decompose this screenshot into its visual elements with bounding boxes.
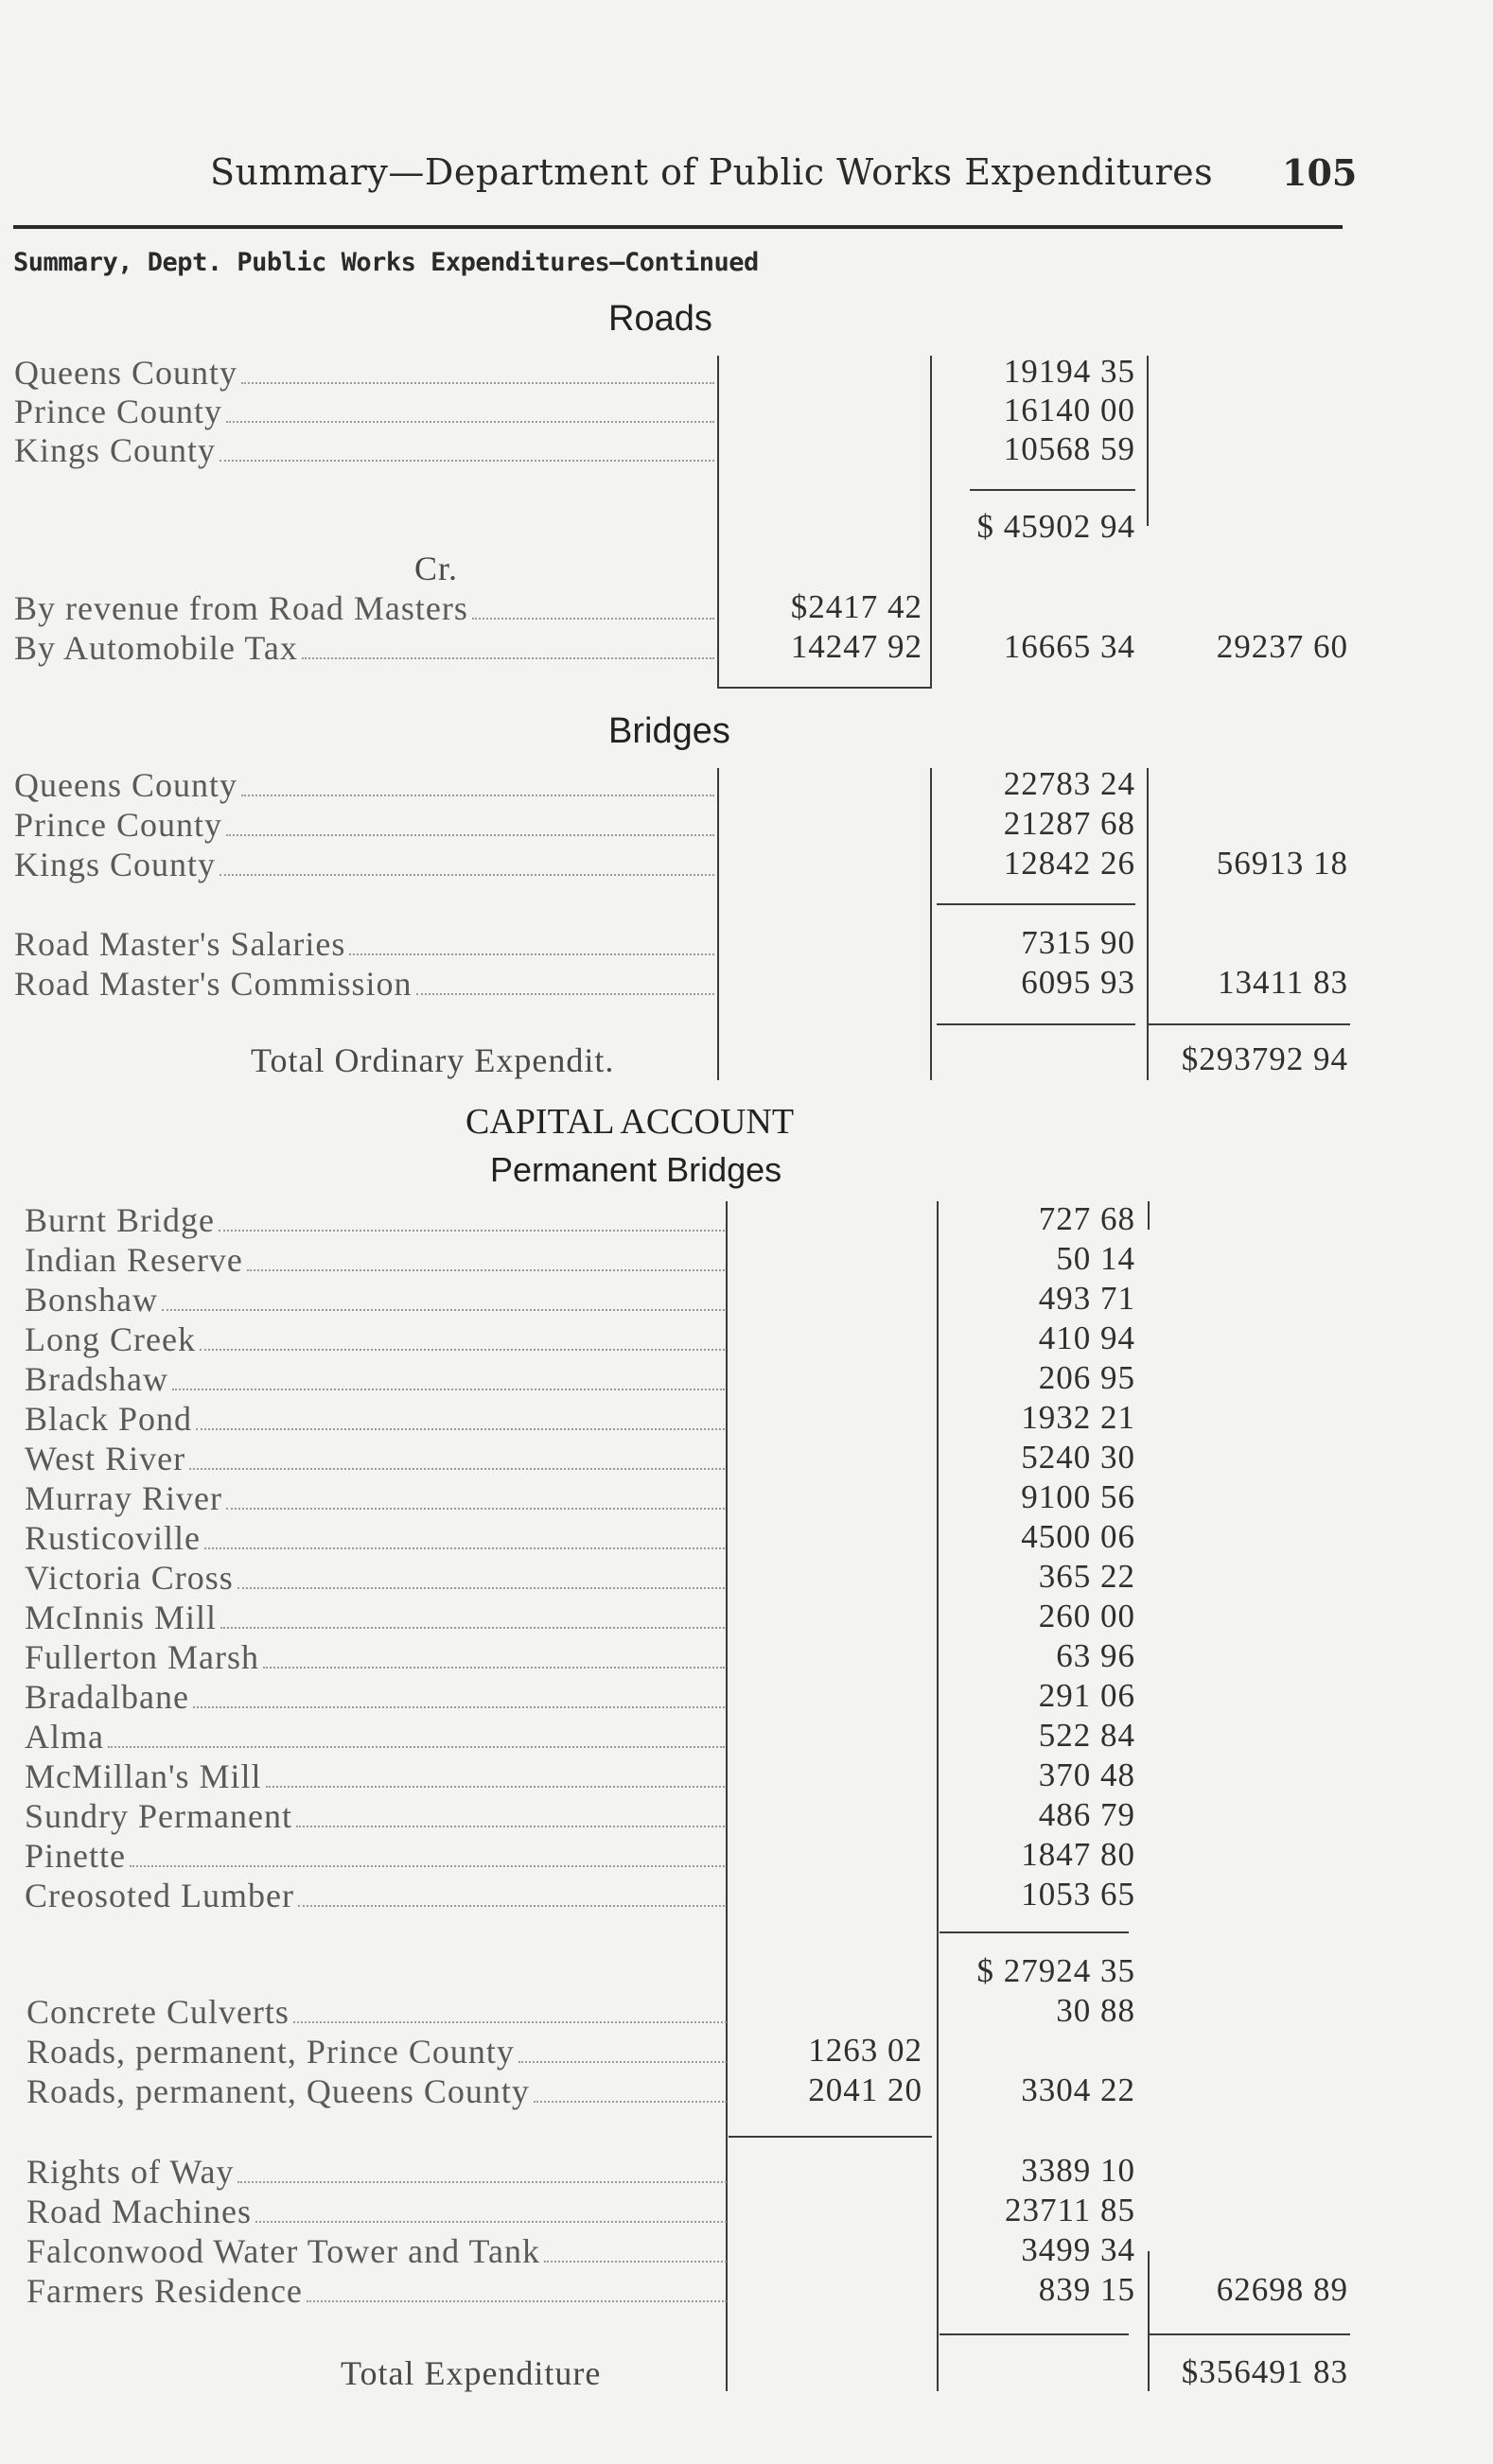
amount: 370 48 [1038,1756,1135,1793]
subtotal-rule [940,1931,1129,1933]
table-row [0,353,1493,394]
bridges-subtotal: $ 27924 35 [976,1952,1135,1989]
table-row [0,1637,1493,1679]
row-label: By Automobile Tax [14,628,714,668]
amount: 16140 00 [1003,392,1135,428]
table-row [0,805,1493,847]
row-label: Rusticoville [25,1518,725,1558]
subtotal-rule [970,489,1135,491]
amount: 23711 85 [1005,2192,1135,2228]
row-label: Victoria Cross [25,1558,725,1598]
row-label: Bonshaw [25,1280,725,1319]
amount: 6095 93 [1021,964,1135,1001]
amount: 22783 24 [1003,765,1135,802]
amount: 410 94 [1038,1319,1135,1356]
amount: 30 88 [1056,1992,1135,2029]
amount: 260 00 [1038,1598,1135,1634]
amount: 1932 21 [1021,1399,1135,1436]
capital-total: 62698 89 [1216,2271,1348,2308]
amount: 1263 02 [808,2032,922,2069]
row-label: By revenue from Road Masters [14,588,714,628]
row-label: Sundry Permanent [25,1796,725,1836]
road-master-total: 13411 83 [1218,964,1348,1001]
table-row [0,1677,1493,1719]
amount: 9100 56 [1021,1478,1135,1515]
amount: $2417 42 [790,588,922,625]
table-row [0,1796,1493,1838]
amount: 12842 26 [1003,845,1135,882]
amount: 1053 65 [1021,1876,1135,1913]
ordinary-total: $293792 94 [1181,1040,1348,1077]
capital-heading: CAPITAL ACCOUNT [465,1102,795,1142]
row-label: Long Creek [25,1319,725,1359]
table-row [0,2271,1493,2313]
roads-heading: Roads [608,299,712,339]
table-row [0,964,1493,1005]
table-row [0,1717,1493,1758]
row-label: McMillan's Mill [25,1756,725,1796]
credit-label: Cr. [414,550,459,587]
table-row [0,1478,1493,1520]
amount: 19194 35 [1003,353,1135,390]
table-row [0,1240,1493,1282]
row-label: Fullerton Marsh [25,1637,725,1677]
running-title: Summary—Department of Public Works Expenditures [210,151,1214,193]
table-row [0,1200,1493,1242]
table-row [0,2152,1493,2193]
subtotal-rule [729,2136,932,2138]
row-label: Queens County [14,765,714,805]
amount: 365 22 [1038,1558,1135,1595]
amount: 4500 06 [1021,1518,1135,1555]
subtotal: $ 45902 94 [976,508,1135,545]
row-label: Road Master's Commission [14,964,714,1004]
amount: 50 14 [1056,1240,1135,1277]
amount: 2041 20 [808,2071,922,2108]
capital-subheading: Permanent Bridges [490,1150,782,1189]
row-label: Concrete Culverts [26,1992,727,2032]
table-row [0,1359,1493,1401]
running-header [0,151,1493,199]
amount: 839 15 [1038,2271,1135,2308]
row-label: Queens County [14,353,714,393]
table-row [0,2032,1493,2073]
amount: 522 84 [1038,1717,1135,1754]
page-number: 105 [1282,151,1358,194]
subtotal-rule [937,903,1135,905]
ordinary-total-label: Total Ordinary Expendit. [251,1041,615,1079]
table-row [0,1280,1493,1321]
bridges-heading: Bridges [608,711,730,751]
table-row [0,1836,1493,1878]
table-row [0,924,1493,966]
table-row [0,430,1493,472]
column-rule [717,687,932,689]
table-subtitle: Summary, Dept. Public Works Expenditures—Continued [13,248,759,277]
row-label: Roads, permanent, Queens County [26,2071,727,2111]
table-row [0,2071,1493,2113]
net-total: 29237 60 [1216,628,1348,665]
subtotal-rule [1147,1023,1350,1025]
row-label: Indian Reserve [25,1240,725,1280]
row-label: Road Master's Salaries [14,924,714,964]
table-row [0,1518,1493,1560]
table-row [0,1439,1493,1480]
amount: 63 96 [1056,1637,1135,1674]
table-row [0,508,1493,550]
amount: 3499 34 [1021,2231,1135,2268]
amount: 3389 10 [1021,2152,1135,2189]
row-label: Kings County [14,845,714,884]
amount: 14247 92 [790,628,922,665]
row-label: Prince County [14,805,714,845]
table-row [0,1598,1493,1639]
grand-total-label: Total Expenditure [341,2354,602,2392]
grand-total: $356491 83 [1181,2353,1348,2390]
amount: 5240 30 [1021,1439,1135,1476]
amount: 21287 68 [1003,805,1135,842]
table-row [0,1992,1493,2034]
table-row [0,1319,1493,1361]
table-row [0,2192,1493,2233]
row-label: Black Pond [25,1399,725,1439]
table-row [0,765,1493,807]
row-label: Farmers Residence [26,2271,727,2311]
amount: 727 68 [1038,1200,1135,1237]
row-label: McInnis Mill [25,1598,725,1637]
amount: 486 79 [1038,1796,1135,1833]
header-rule [13,225,1343,229]
amount: 493 71 [1038,1280,1135,1317]
subtotal-rule [1148,2333,1350,2335]
row-label: Bradshaw [25,1359,725,1399]
table-row [0,2231,1493,2273]
subtotal-rule [940,2333,1129,2335]
row-label: Kings County [14,430,714,470]
row-label: Creosoted Lumber [25,1876,725,1915]
row-label: Alma [25,1717,725,1756]
row-label: Bradalbane [25,1677,725,1717]
row-label: Pinette [25,1836,725,1876]
table-row [0,1756,1493,1798]
row-label: West River [25,1439,725,1478]
table-row [0,628,1493,670]
row-label: Falconwood Water Tower and Tank [26,2231,727,2271]
table-row [0,1876,1493,1917]
amount: 291 06 [1038,1677,1135,1714]
table-row [0,1952,1493,1994]
amount: 7315 90 [1021,924,1135,961]
subtotal-rule [937,1023,1135,1025]
table-row [0,845,1493,886]
row-label: Road Machines [26,2192,727,2231]
table-row [0,1558,1493,1599]
row-label: Prince County [14,392,714,431]
bridges-total: 56913 18 [1216,845,1348,882]
amount: 10568 59 [1003,430,1135,467]
row-label: Roads, permanent, Prince County [26,2032,727,2071]
amount: 1847 80 [1021,1836,1135,1873]
credit-total: 16665 34 [1003,628,1135,665]
row-label: Murray River [25,1478,725,1518]
row-label: Burnt Bridge [25,1200,725,1240]
roads-total: 3304 22 [1021,2071,1135,2108]
table-row [0,1399,1493,1441]
table-row [0,588,1493,630]
table-row [0,392,1493,433]
amount: 206 95 [1038,1359,1135,1396]
row-label: Rights of Way [26,2152,727,2192]
